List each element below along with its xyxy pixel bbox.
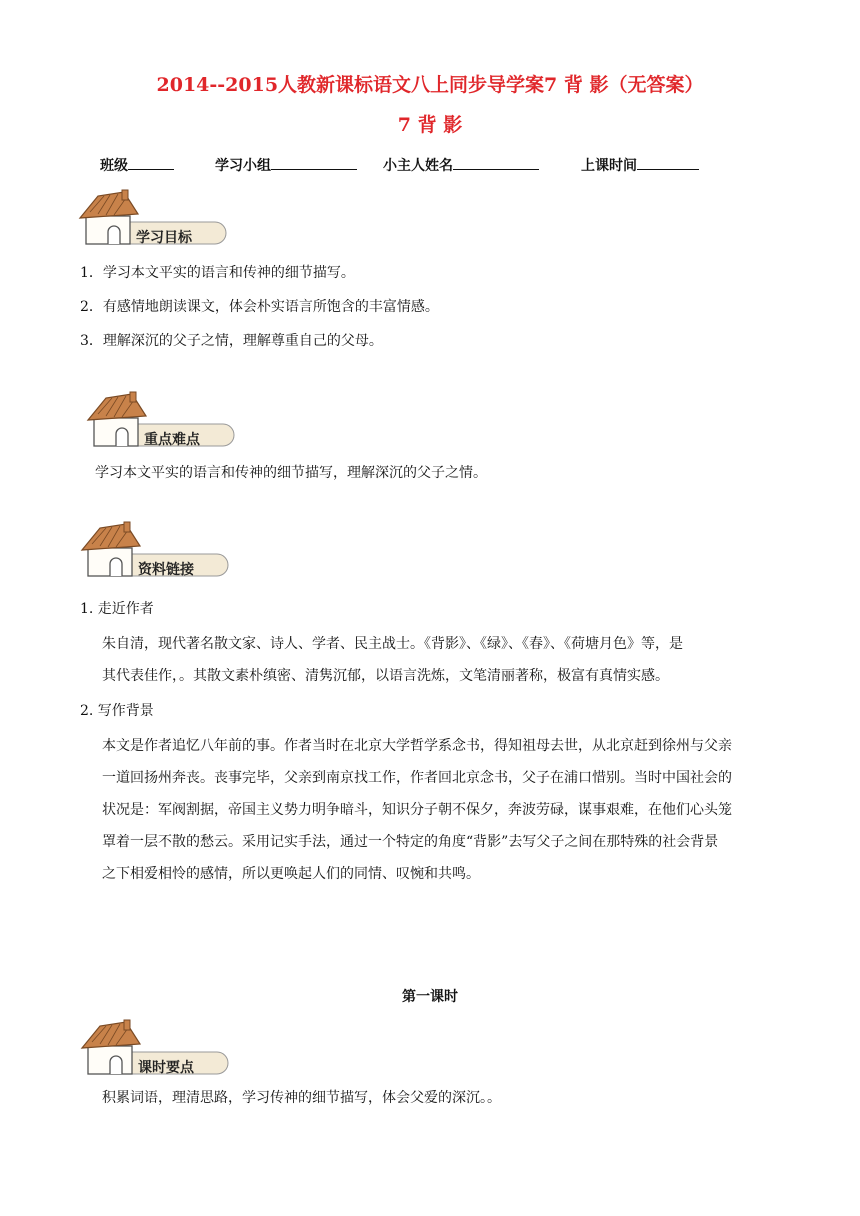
time-blank[interactable] xyxy=(637,155,699,170)
group-field xyxy=(215,155,357,175)
host-label: 小主人姓名 xyxy=(383,158,453,174)
background-line-1: 本文是作者追忆八年前的事。作者当时在北京大学哲学系念书，得知祖母去世，从北京赶到徐州与父亲 xyxy=(102,738,732,754)
goal-item-1: 1．学习本文平实的语言和传神的细节描写。 xyxy=(80,265,355,281)
class-label: 班级 xyxy=(100,158,128,174)
period-title: 第一课时 xyxy=(402,989,458,1005)
resources-heading: 资料链接 xyxy=(138,562,194,578)
section-badge-resources xyxy=(80,520,230,580)
lesson-title: 7 背 影 xyxy=(397,114,463,136)
background-line-2: 一道回扬州奔丧。丧事完毕，父亲到南京找工作，作者回北京念书，父子在浦口惜别。当时中国社会的 xyxy=(102,770,732,786)
author-line-1: 朱自清，现代著名散文家、诗人、学者、民主战士。《背影》、《绿》、《春》、《荷塘月色》等，是 xyxy=(102,636,683,652)
section-badge-key-points xyxy=(86,390,236,450)
goals-heading: 学习目标 xyxy=(136,230,192,246)
period-points-text: 积累词语，理清思路，学习传神的细节描写，体会父爱的深沉。。 xyxy=(102,1090,501,1106)
section-badge-goals xyxy=(78,188,228,248)
group-label: 学习小组 xyxy=(215,158,271,174)
author-heading: 1. 走近作者 xyxy=(80,601,154,617)
background-line-5: 之下相爱相怜的感情，所以更唤起人们的同情、叹惋和共鸣。 xyxy=(102,866,480,882)
time-field xyxy=(581,155,699,175)
goal-item-2: 2．有感情地朗读课文，体会朴实语言所饱含的丰富情感。 xyxy=(80,299,439,315)
class-blank[interactable] xyxy=(128,155,174,170)
group-blank[interactable] xyxy=(271,155,357,170)
background-heading: 2. 写作背景 xyxy=(80,703,154,719)
document-title: 2014--2015人教新课标语文八上同步导学案7 背 影（无答案） xyxy=(156,74,704,96)
period-points-heading: 课时要点 xyxy=(138,1060,194,1076)
key-points-text: 学习本文平实的语言和传神的细节描写，理解深沉的父子之情。 xyxy=(95,465,487,481)
host-blank[interactable] xyxy=(453,155,539,170)
author-line-2: 其代表佳作，。其散文素朴缜密、清隽沉郁，以语言洗炼，文笔清丽著称，极富有真情实感。 xyxy=(102,668,669,684)
time-label: 上课时间 xyxy=(581,158,637,174)
key-points-heading: 重点难点 xyxy=(144,432,200,448)
class-field xyxy=(100,155,174,175)
goal-item-3: 3．理解深沉的父子之情，理解尊重自己的父母。 xyxy=(80,333,383,349)
host-field xyxy=(383,155,539,175)
background-line-3: 状况是：军阀割据，帝国主义势力明争暗斗，知识分子朝不保夕，奔波劳碌，谋事艰难，在他们心头笼 xyxy=(102,802,732,818)
section-badge-period-points xyxy=(80,1018,230,1078)
background-line-4: 罩着一层不散的愁云。采用记实手法，通过一个特定的角度“背影”去写父子之间在那特殊的社会背景 xyxy=(102,834,719,850)
